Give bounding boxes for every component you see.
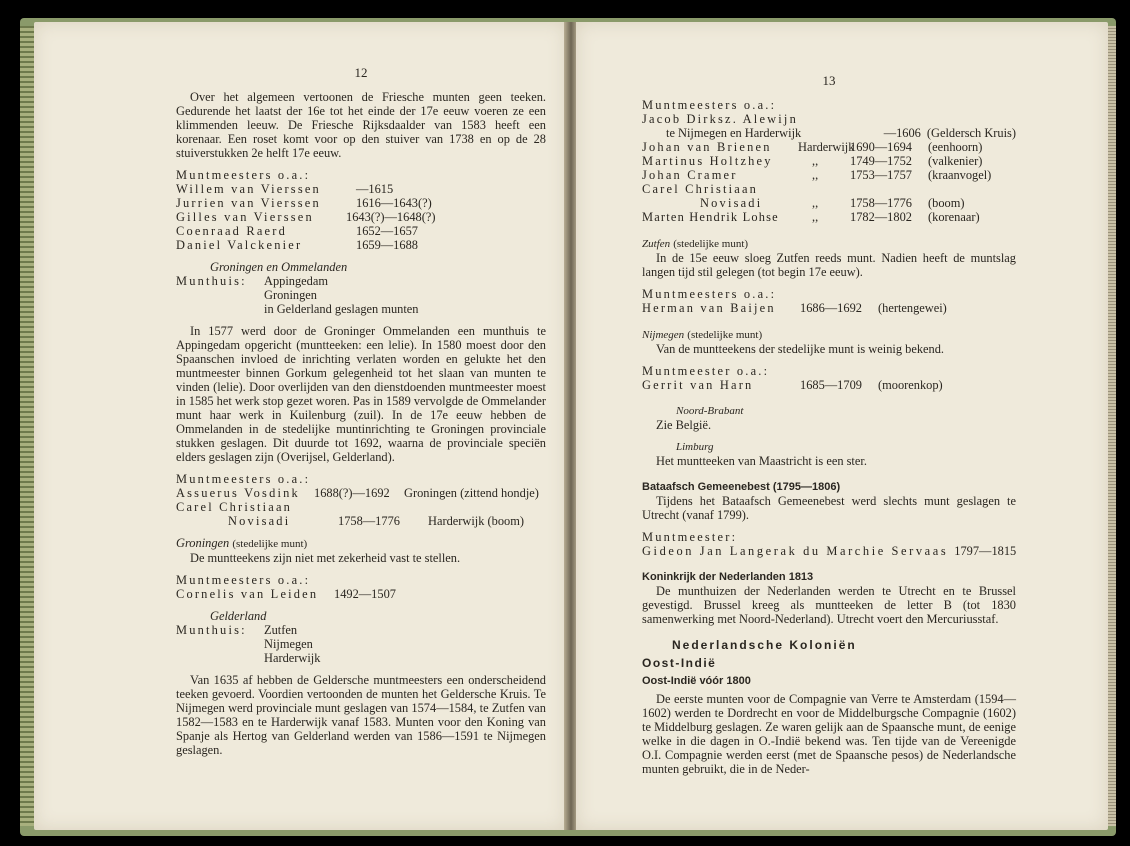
master-mark: (moorenkop): [878, 378, 943, 392]
muntmeesters-heading: Muntmeesters o.a.:: [642, 287, 777, 301]
left-page-content: [176, 66, 546, 765]
master-name: Herman van Baijen: [642, 301, 776, 315]
master-mark: (valkenier): [928, 154, 983, 168]
stedelijke-title: Groningen: [176, 536, 230, 550]
master-years: 1685—1709: [800, 378, 862, 392]
book: [20, 18, 1116, 836]
master-name: Novisadi: [700, 196, 763, 210]
intro-paragraph: Over het algemeen vertoonen de Friesche munten geen teeken. Gedurende het laatst der 16e tot het einde der 17e eeuw voeren ze een klimmenden leeuw. De Friesche Rijksdaalder van 1583 heeft een korenaar. Een roset komt voor op den stuiver van 1738 en op de 28 stuiverstukken 2e helft 17e eeuw.: [176, 90, 546, 160]
bataafsch-heading: Bataafsch Gemeenebest (1795—1806): [642, 481, 841, 493]
master-name: Gilles van Vierssen: [176, 210, 314, 224]
list-item: [176, 182, 546, 196]
munthuis-list: [264, 623, 320, 665]
stedelijke-subtitle: (stedelijke munt): [232, 538, 308, 550]
table-row: [642, 182, 1016, 196]
list-item: Groningen: [264, 288, 317, 302]
limburg-text: Het muntteeken van Maastricht is een ster.: [656, 454, 867, 468]
master-mark: (Geldersch Kruis): [926, 126, 1016, 140]
nijmegen-paragraph: Van de muntteekens der stedelijke munt is weinig bekend.: [656, 342, 945, 356]
master-place: ,,: [812, 154, 819, 168]
master-years: —1606: [883, 126, 921, 140]
master-name: Cornelis van Leiden: [176, 587, 319, 601]
list-item: Appingedam: [264, 274, 329, 288]
list-item: Harderwijk: [264, 651, 321, 665]
gelderland-paragraph: Van 1635 af hebben de Geldersche muntmeesters een onderscheidend teeken gevoerd. Voordien vertoonden de munten het Geldersche Kruis. Te Nijmegen werd provinciale munt geslagen van 1574—1584, te Zutfen van 1582—1583 en te Harderwijk vanaf 1583. Munten voor den Koning van Spanje als Hertog van Gelderland werden van 1586—1591 te Nijmegen geslagen.: [176, 673, 546, 757]
master-mark: (kraanvogel): [928, 168, 992, 182]
muntmeester-heading: Muntmeester:: [642, 530, 738, 544]
table-row: [642, 154, 1016, 168]
master-place: ,,: [812, 196, 819, 210]
nijmegen-subtitle: (stedelijke munt): [687, 329, 763, 341]
muntmeesters-heading: Muntmeesters o.a.:: [176, 472, 311, 486]
master-place: ,,: [812, 168, 819, 182]
master-name: Johan Cramer: [642, 168, 738, 182]
master-years: 1616—1643(?): [356, 196, 432, 210]
master-years: 1688(?)—1692: [314, 486, 390, 500]
master-name: Daniel Valckenier: [176, 238, 303, 252]
koninkrijk-paragraph: De munthuizen der Nederlanden werden te Utrecht en te Brussel gevestigd. Brussel kreeg als muntteeken de letter B (tot 1830 samenwerking met Noord-Nederland). Utrecht voert den Mercuriusstaf.: [642, 584, 1016, 626]
master-place: ,,: [812, 210, 819, 224]
muntmeesters-heading: Muntmeesters o.a.:: [176, 573, 311, 587]
master-name: Carel Christiaan: [642, 182, 759, 196]
muntmeester-heading: Muntmeester o.a.:: [642, 364, 770, 378]
munthuis-block: [176, 274, 546, 316]
master-name: Johan van Brienen: [642, 140, 772, 154]
limburg-heading: Limburg: [676, 441, 714, 453]
master-name: te Nijmegen en Harderwijk: [666, 126, 802, 140]
master-years: 1686—1692: [800, 301, 862, 315]
right-page: [576, 22, 1108, 830]
table-row: [642, 196, 1016, 210]
gelderland-heading: Gelderland: [210, 609, 267, 623]
oostindie-heading: Oost-Indië: [642, 656, 717, 670]
oostindie-paragraph: De eerste munten voor de Compagnie van Verre te Amsterdam (1594—1602) werden te Dordrecht en voor de Middelburgsche Compagnie (1602) te Middelburg geslagen. Ze waren gelijk aan de Spaansche munt, de eenige welke in die dagen in O.-Indië bekend was. Ten tijde van de Vereenigde O.I. Compagnie werden eerst (met de Spaansche pesos) de Nederlandsche munten gebruikt, die in de Neder-: [642, 692, 1016, 776]
table-row: [642, 112, 1016, 126]
left-page: [34, 22, 566, 830]
master-name: Willem van Vierssen: [176, 182, 321, 196]
munthuis-list: [264, 274, 419, 316]
munthuis-block: [176, 623, 546, 665]
master-years: 1643(?)—1648(?): [346, 210, 436, 224]
list-item: [176, 587, 546, 601]
page-number-left: 12: [354, 65, 368, 80]
oostindie-subheading: Oost-Indië vóór 1800: [642, 675, 751, 687]
master-place: Harderwijk (boom): [428, 514, 524, 528]
master-mark: (hertengewei): [878, 301, 947, 315]
nijmegen-title: Nijmegen: [642, 329, 685, 341]
list-item: [176, 224, 546, 238]
master-years: 1690—1694: [850, 140, 912, 154]
table-row: [642, 140, 1016, 154]
stedelijke-heading: [176, 536, 546, 551]
master-years: 1492—1507: [334, 587, 396, 601]
koninkrijk-heading: Koninkrijk der Nederlanden 1813: [642, 571, 814, 583]
table-row: [642, 126, 1016, 140]
master-name: Carel Christiaan: [176, 500, 293, 514]
list-item: [176, 210, 546, 224]
master-place: Harderwijk: [798, 140, 855, 154]
master-mark: (boom): [928, 196, 965, 210]
master-years: 1782—1802: [850, 210, 912, 224]
bataafsch-paragraph: Tijdens het Bataafsch Gemeenebest werd slechts munt geslagen te Utrecht (vanaf 1799).: [642, 494, 1016, 522]
master-years: 1758—1776: [338, 514, 400, 528]
list-item: Nijmegen: [264, 637, 313, 651]
list-item: [176, 486, 546, 500]
master-name: Assuerus Vosdink: [176, 486, 300, 500]
list-item: in Gelderland geslagen munten: [264, 302, 419, 316]
master-name: Gerrit van Harn: [642, 378, 754, 392]
table-row: [642, 210, 1016, 224]
right-page-content: [642, 74, 1016, 784]
zutfen-heading: [642, 236, 1016, 251]
nijmegen-heading: [642, 327, 1016, 342]
master-years: 1753—1757: [850, 168, 912, 182]
groningen-paragraph: In 1577 werd door de Groninger Ommelanden een munthuis te Appingedam opgericht (muntteeken: een lelie). In 1580 moest door den Spaanschen invloed de inrichting verlaten worden en gelukte het den muntmeester binnen Gorkum gelegenheid tot het slaan van munten te vinden (lelie). Door overlijden van den dienstdoenden muntmeester moest in 1585 het werk stop gezet woren. Pas in 1589 vervolgde de Ommelander munt haar werk in Kuilenburg (zuil). In de 17e eeuw hebben de Ommelanden in de stedelijke muntinrichting te Groningen provinciale stukken geslagen. Dit duurde tot 1692, waarna de provinciale speciën elders geslagen zijn (Overijsel, Gelderland).: [176, 324, 546, 464]
muntmeesters-table: [642, 112, 1016, 224]
master-years: 1758—1776: [850, 196, 912, 210]
list-item: [642, 544, 1016, 558]
master-name: Jurrien van Vierssen: [176, 196, 321, 210]
zutfen-paragraph: In de 15e eeuw sloeg Zutfen reeds munt. Nadien heeft de muntslag langen tijd stil gelegen (tot begin 17e eeuw).: [642, 251, 1016, 279]
muntmeesters-heading: Muntmeesters o.a.:: [642, 98, 777, 112]
stedelijke-paragraph: De muntteekens zijn niet met zekerheid vast te stellen.: [190, 551, 461, 565]
master-mark: (eenhoorn): [928, 140, 983, 154]
list-item: [176, 238, 546, 252]
kolonien-heading: Nederlandsche Koloniën: [672, 638, 857, 652]
list-item: [176, 196, 546, 210]
brabant-heading: Noord-Brabant: [676, 405, 744, 417]
list-item: [176, 514, 546, 528]
page-number-right: 13: [822, 73, 836, 88]
master-name: Marten Hendrik Lohse: [642, 210, 779, 224]
master-place: Groningen (zittend hondje): [404, 486, 539, 500]
master-name: Gideon Jan Langerak du Marchie Servaas: [642, 544, 949, 558]
master-name: Coenraad Raerd: [176, 224, 287, 238]
master-years: —1615: [356, 182, 394, 196]
master-name: Novisadi: [228, 514, 291, 528]
master-years: 1652—1657: [356, 224, 418, 238]
list-item: [176, 500, 546, 514]
master-years: 1659—1688: [356, 238, 418, 252]
munthuis-label: Munthuis:: [176, 274, 247, 288]
muntmeesters-heading: Muntmeesters o.a.:: [176, 168, 311, 182]
master-years: 1749—1752: [850, 154, 912, 168]
list-item: Zutfen: [264, 623, 298, 637]
zutfen-title: Zutfen: [642, 238, 671, 250]
list-item: [642, 378, 1016, 392]
munthuis-label: Munthuis:: [176, 623, 247, 637]
master-years: 1797—1815: [954, 544, 1017, 558]
list-item: [642, 301, 1016, 315]
brabant-text: Zie België.: [656, 418, 712, 432]
master-name: Martinus Holtzhey: [642, 154, 773, 168]
master-mark: (korenaar): [928, 210, 980, 224]
master-name: Jacob Dirksz. Alewijn: [642, 112, 798, 126]
groningen-heading: Groningen en Ommelanden: [210, 260, 348, 274]
zutfen-subtitle: (stedelijke munt): [673, 238, 749, 250]
muntmeesters-list: [176, 182, 546, 252]
table-row: [642, 168, 1016, 182]
